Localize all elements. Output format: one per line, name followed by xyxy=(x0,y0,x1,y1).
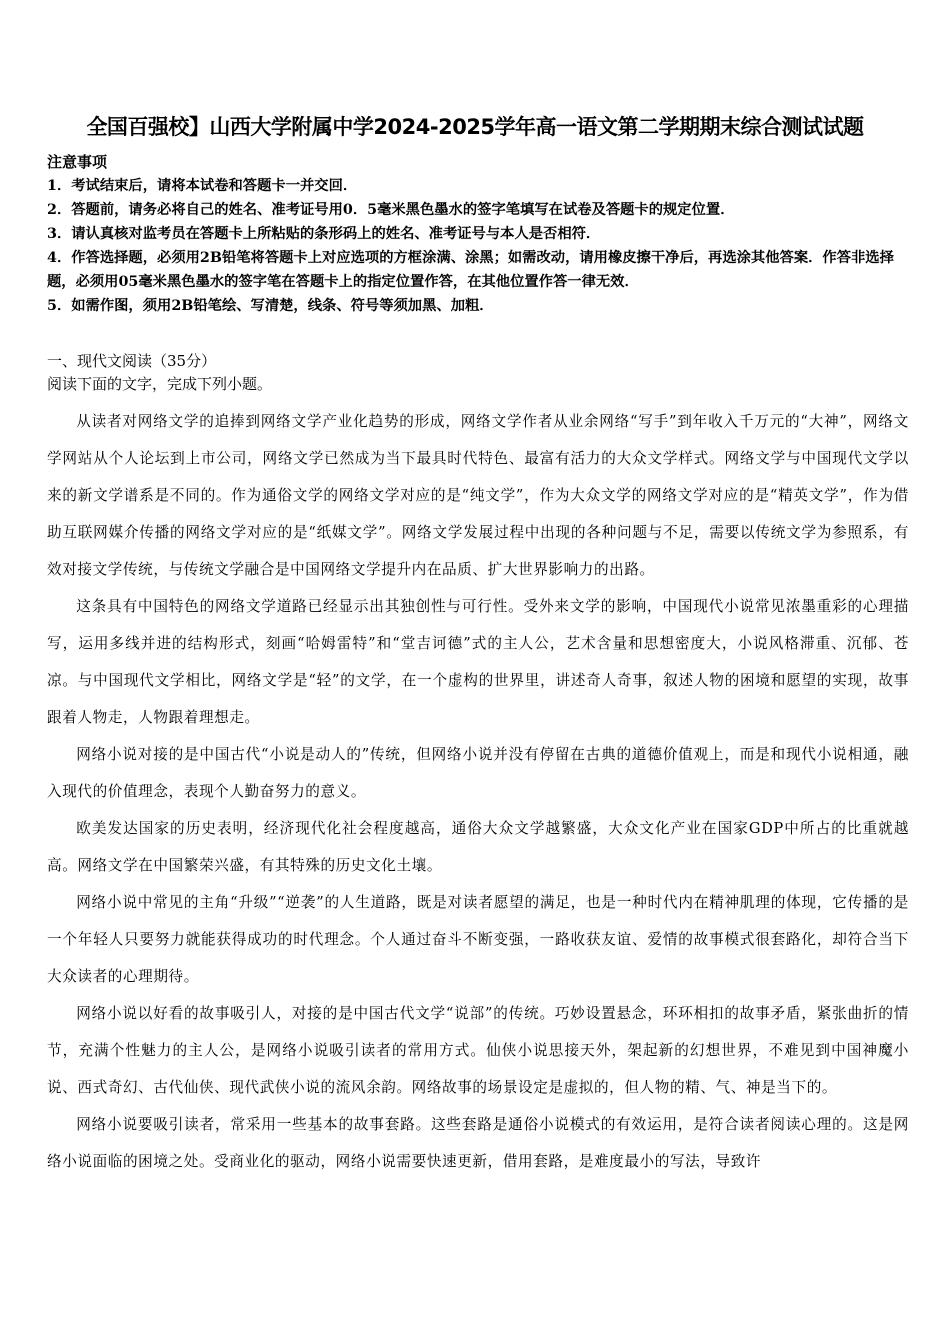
passage-paragraph: 网络小说以好看的故事吸引人，对接的是中国古代文学“说部”的传统。巧妙设置悬念，环环相扣的故事矛盾，紧张曲折的情节，充满个性魅力的主人公，是网络小说吸引读者的常用方式。仙侠小说思接天外，架起新的幻想世界，不难见到中国神魔小说、西式奇幻、古代仙侠、现代武侠小说的流风余韵。网络故事的场景设定是虚拟的，但人物的精、气、神是当下的。 xyxy=(47,1005,909,1096)
notes-list xyxy=(47,174,907,318)
passage-paragraph: 这条具有中国特色的网络文学道路已经显示出其独创性与可行性。受外来文学的影响，中国现代小说常见浓墨重彩的心理描写，运用多线并进的结构形式，刻画“哈姆雷特”和“堂吉诃德”式的主人公，艺术含量和思想密度大，小说风格滞重、沉郁、苍凉。与中国现代文学相比，网络文学是“轻”的文学，在一个虚构的世界里，讲述奇人奇事，叙述人物的困境和愿望的实现，故事跟着人物走，人物跟着理想走。 xyxy=(47,598,909,726)
passage-paragraph: 网络小说要吸引读者，常采用一些基本的故事套路。这些套路是通俗小说模式的有效运用，是符合读者阅读心理的。这是网络小说面临的困境之处。受商业化的驱动，网络小说需要快速更新，借用套路，是难度最小的写法，导致许 xyxy=(47,1116,909,1170)
passage-paragraph: 欧美发达国家的历史表明，经济现代化社会程度越高，通俗大众文学越繁盛，大众文化产业在国家GDP中所占的比重就越高。网络文学在中国繁荣兴盛，有其特殊的历史文化土壤。 xyxy=(47,820,909,874)
passage-paragraph: 网络小说对接的是中国古代“小说是动人的”传统，但网络小说并没有停留在古典的道德价值观上，而是和现代小说相通，融入现代的价值理念，表现个人勤奋努力的意义。 xyxy=(47,746,909,800)
note-item: 1．考试结束后，请将本试卷和答题卡一并交回． xyxy=(47,178,358,194)
note-item: 5．如需作图，须用2B铅笔绘、写清楚，线条、符号等须加黑、加粗． xyxy=(47,298,494,314)
notes-heading: 注意事项 xyxy=(47,153,108,171)
passage-paragraph: 网络小说中常见的主角“升级”“逆袭”的人生道路，既是对读者愿望的满足，也是一种时代内在精神肌理的体现，它传播的是一个年轻人只要努力就能获得成功的时代理念。个人通过奋斗不断变强，一路收获友谊、爱情的故事模式很套路化，却符合当下大众读者的心理期待。 xyxy=(47,894,909,985)
note-item: 2．答题前，请务必将自己的姓名、准考证号用0．5毫米黑色墨水的签字笔填写在试卷及答题卡的规定位置． xyxy=(47,202,735,218)
passage-paragraph: 从读者对网络文学的追捧到网络文学产业化趋势的形成，网络文学作者从业余网络“写手”到年收入千万元的“大神”，网络文学网站从个人论坛到上市公司，网络文学已然成为当下最具时代特色、最富有活力的大众文学样式。网络文学与中国现代文学以来的新文学谱系是不同的。作为通俗文学的网络文学对应的是“纯文学”，作为大众文学的网络文学对应的是“精英文学”，作为借助互联网媒介传播的网络文学对应的是“纸媒文学”。网络文学发展过程中出现的各种问题与不足，需要以传统文学为参照系，有效对接文学传统，与传统文学融合是中国网络文学提升内在品质、扩大世界影响力的出路。 xyxy=(47,413,909,578)
page-title: 全国百强校】山西大学附属中学2024-2025学年高一语文第二学期期末综合测试试题 xyxy=(86,115,864,139)
reading-passage xyxy=(47,403,909,1180)
section-intro: 阅读下面的文字，完成下列小题。 xyxy=(47,375,273,393)
note-item: 4．作答选择题，必须用2B铅笔将答题卡上对应选项的方框涂满、涂黑；如需改动，请用橡皮擦干净后，再选涂其他答案．作答非选择题，必须用05毫米黑色墨水的签字笔在答题卡上的指定位置作答，在其他位置作答一律无效． xyxy=(47,250,894,290)
note-item: 3．请认真核对监考员在答题卡上所粘贴的条形码上的姓名、准考证号与本人是否相符． xyxy=(47,226,601,242)
section-heading: 一、现代文阅读（35分） xyxy=(47,352,217,370)
